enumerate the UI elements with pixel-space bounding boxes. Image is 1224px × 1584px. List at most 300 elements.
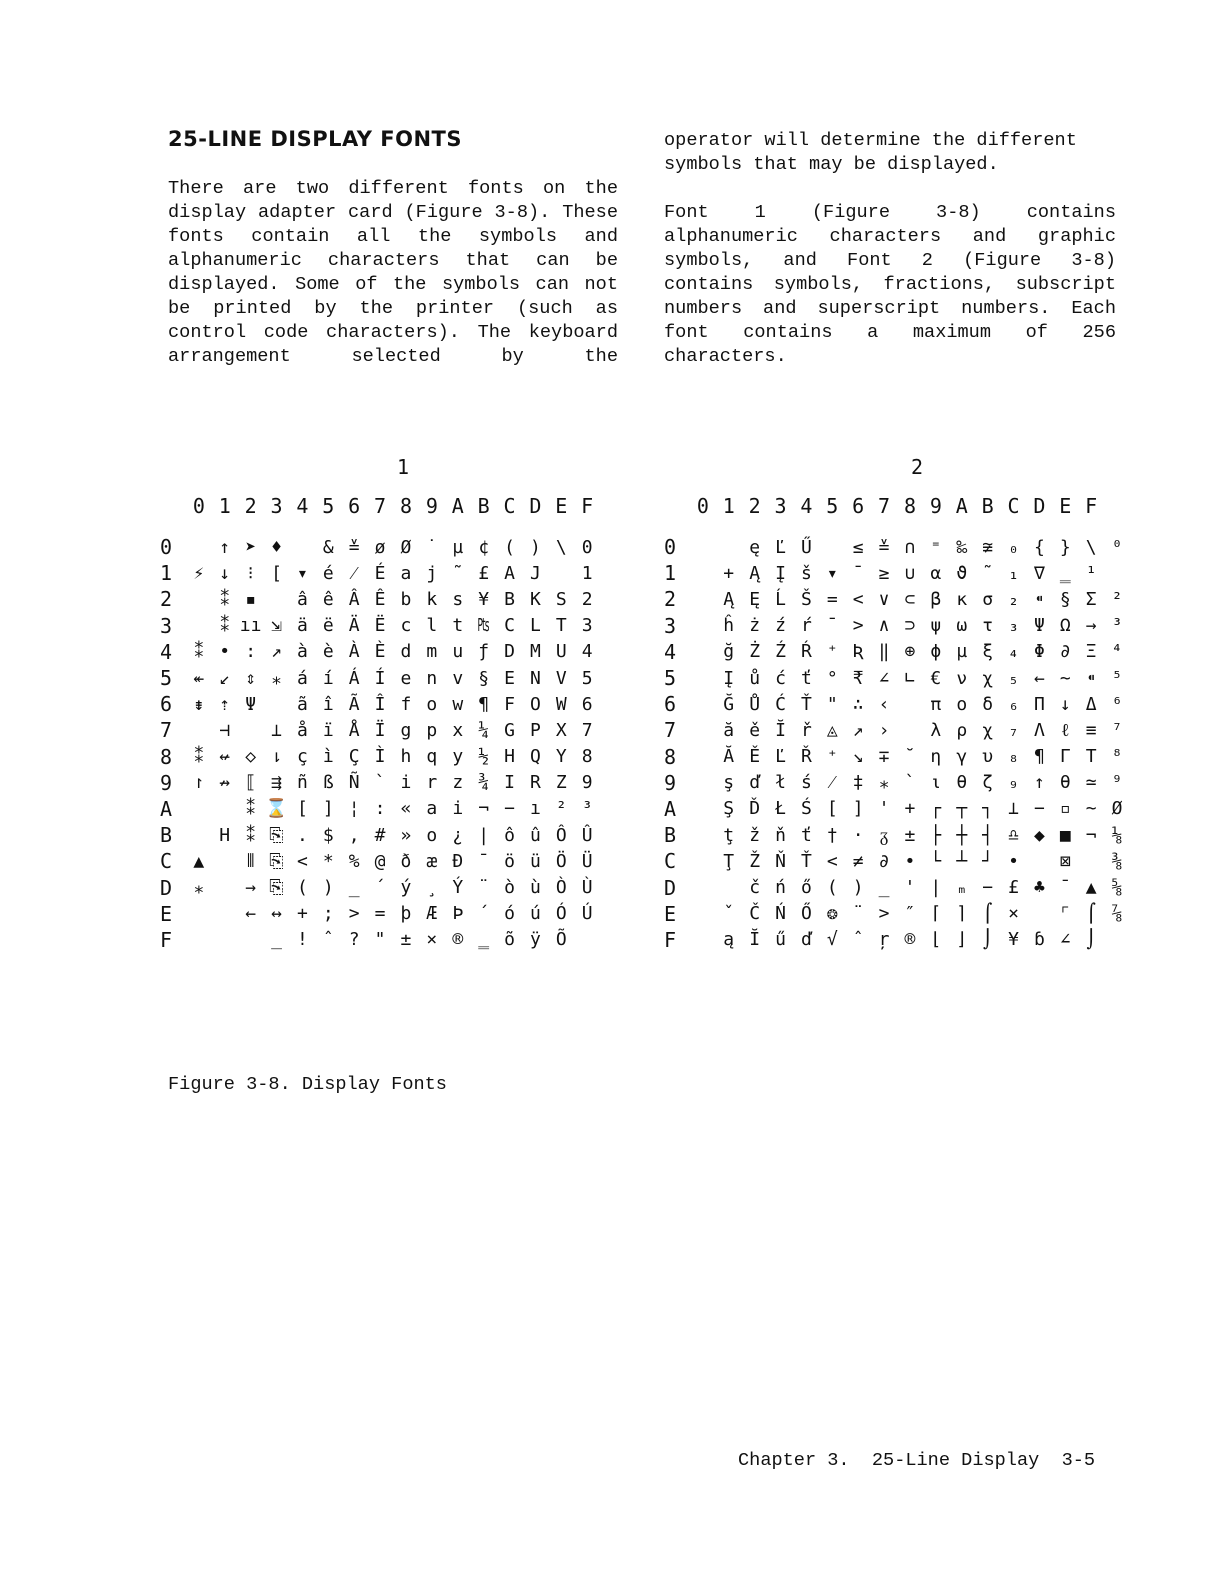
glyph-cell: γ: [956, 746, 968, 768]
glyph-cell: ´: [374, 877, 386, 899]
row-header: 0: [664, 535, 677, 560]
glyph-row: [160, 639, 600, 665]
glyph-cell: ď: [800, 929, 812, 951]
glyph-cell: Č: [749, 903, 761, 925]
glyph-cell: ⁹: [1111, 772, 1123, 794]
glyph-cell: ": [826, 693, 838, 715]
glyph-row: [664, 770, 1130, 796]
row-header: 2: [664, 587, 677, 612]
row-header: 2: [160, 587, 173, 612]
glyph-cell: ◆: [1033, 824, 1045, 846]
glyph-cell: A: [504, 562, 515, 584]
glyph-cell: Ψ: [1033, 615, 1045, 637]
glyph-cell: ←: [245, 903, 257, 925]
column-header: 4: [800, 494, 813, 518]
glyph-cell: ↚: [219, 746, 231, 768]
glyph-cell: æ: [426, 850, 438, 872]
glyph-cell: ⌡: [1085, 929, 1097, 951]
glyph-cell: [1026, 901, 1052, 927]
glyph-cell: [897, 717, 923, 743]
glyph-cell: |: [478, 824, 490, 846]
glyph-cell: ↙: [219, 667, 231, 689]
glyph-cell: ă: [723, 719, 735, 741]
glyph-cell: σ: [982, 588, 994, 610]
glyph-row: [664, 717, 1130, 743]
glyph-row: [160, 586, 600, 612]
glyph-cell: â: [296, 588, 308, 610]
glyph-cell: ²: [1111, 588, 1123, 610]
glyph-cell: Ĭ: [775, 719, 786, 741]
glyph-cell: ┘: [982, 850, 994, 872]
glyph-cell: Í: [374, 667, 386, 689]
glyph-cell: ±: [904, 824, 916, 846]
glyph-cell: ²: [555, 798, 567, 820]
glyph-cell: Ʀ: [852, 641, 864, 663]
glyph-cell: ˙: [426, 536, 438, 558]
glyph-cell: Ü: [581, 850, 593, 872]
glyph-cell: ⚡: [193, 562, 205, 584]
glyph-cell: ⁎: [879, 772, 889, 794]
glyph-cell: á: [296, 667, 308, 689]
glyph-cell: ρ: [956, 719, 968, 741]
glyph-cell: ▪: [245, 588, 257, 610]
glyph-cell: ˆ: [322, 929, 334, 951]
glyph-cell: ↘: [852, 746, 864, 768]
glyph-cell: (: [296, 877, 308, 899]
glyph-cell: ä: [296, 615, 308, 637]
glyph-cell: [690, 665, 716, 691]
glyph-cell: ⟦: [245, 772, 257, 794]
glyph-cell: Ă: [723, 746, 735, 768]
glyph-cell: :: [374, 798, 386, 820]
page-footer: Chapter 3. 25-Line Display 3-5: [738, 1450, 1096, 1471]
row-header: 3: [160, 613, 173, 638]
glyph-cell: [238, 927, 264, 953]
glyph-cell: Ë: [374, 615, 386, 637]
glyph-cell: ₆: [1008, 693, 1019, 715]
glyph-cell: Τ: [1085, 746, 1097, 768]
column-header: A: [451, 494, 464, 518]
glyph-cell: P: [529, 719, 541, 741]
glyph-cell: ‖: [878, 641, 890, 663]
glyph-cell: À: [348, 641, 360, 663]
glyph-cell: [264, 586, 290, 612]
font-2-title: 2: [911, 455, 924, 479]
glyph-cell: ϑ: [956, 562, 968, 584]
glyph-cell: L: [529, 615, 541, 637]
glyph-cell: ⅛: [1111, 824, 1123, 846]
glyph-cell: ³: [581, 798, 593, 820]
glyph-cell: [212, 848, 238, 874]
glyph-cell: ←: [1033, 667, 1045, 689]
glyph-row: [664, 613, 1130, 639]
glyph-cell: H: [504, 746, 515, 768]
glyph-cell: [690, 770, 716, 796]
glyph-cell: Ø: [1111, 798, 1123, 820]
glyph-cell: Γ: [1059, 746, 1071, 768]
glyph-cell: [716, 874, 742, 900]
glyph-cell: ÿ: [529, 929, 541, 951]
glyph-cell: §: [1059, 588, 1071, 610]
glyph-cell: ˜: [452, 562, 464, 584]
glyph-cell: Ð: [452, 850, 464, 872]
grid-corner: [160, 492, 186, 534]
glyph-cell: Ů: [749, 693, 761, 715]
glyph-row: [160, 613, 600, 639]
glyph-cell: ů: [749, 667, 761, 689]
glyph-cell: ò: [504, 877, 515, 899]
column-header: 1: [722, 494, 735, 518]
row-header: 5: [664, 666, 677, 691]
glyph-cell: ≃: [1085, 772, 1097, 794]
glyph-cell: v: [452, 667, 464, 689]
glyph-cell: ⁌: [1086, 667, 1096, 689]
glyph-cell: €: [930, 667, 942, 689]
glyph-cell: ⇂: [271, 746, 282, 768]
glyph-cell: ø: [374, 536, 386, 558]
glyph-cell: √: [826, 929, 838, 951]
glyph-cell: ω: [956, 615, 968, 637]
column-header: 9: [929, 494, 942, 518]
glyph-cell: ⁼: [930, 536, 942, 558]
glyph-cell: <: [852, 588, 864, 610]
glyph-cell: ¦: [348, 798, 360, 820]
glyph-cell: }: [1059, 536, 1071, 558]
glyph-cell: é: [322, 562, 334, 584]
glyph-cell: ť: [800, 824, 812, 846]
glyph-cell: ⇡: [219, 693, 231, 715]
glyph-cell: υ: [982, 746, 994, 768]
glyph-cell: {: [1033, 536, 1045, 558]
glyph-cell: ⁝: [247, 562, 254, 584]
glyph-cell: ,: [348, 824, 360, 846]
glyph-cell: 4: [581, 641, 593, 663]
glyph-cell: ę: [749, 536, 761, 558]
glyph-cell: e: [400, 667, 412, 689]
glyph-cell: ∠: [878, 667, 890, 689]
glyph-cell: ': [878, 798, 890, 820]
glyph-cell: Õ: [555, 929, 567, 951]
glyph-cell: ×: [1008, 903, 1019, 925]
glyph-cell: ‡: [852, 772, 864, 794]
glyph-cell: ↞: [193, 667, 205, 689]
glyph-row: [160, 770, 600, 796]
glyph-cell: [: [296, 798, 308, 820]
glyph-row: [664, 691, 1130, 717]
glyph-cell: ⁶: [1111, 693, 1123, 715]
glyph-cell: Ğ: [723, 693, 735, 715]
row-header: B: [160, 823, 173, 848]
glyph-cell: ê: [322, 588, 334, 610]
column-header: 3: [774, 494, 787, 518]
glyph-cell: ⎘: [269, 824, 284, 846]
glyph-cell: ⅞: [1111, 903, 1123, 925]
glyph-cell: ≡: [1085, 719, 1097, 741]
glyph-cell: ¹: [1085, 562, 1097, 584]
glyph-cell: ¥: [478, 588, 490, 610]
glyph-cell: Ę: [749, 588, 761, 610]
glyph-cell: ⁑: [194, 641, 204, 663]
column-header: 8: [399, 494, 412, 518]
glyph-cell: └: [930, 850, 942, 872]
glyph-cell: Ą: [723, 588, 735, 610]
glyph-cell: [186, 901, 212, 927]
glyph-cell: ţ: [723, 824, 735, 846]
glyph-cell: ć: [775, 667, 786, 689]
glyph-cell: →: [1085, 615, 1097, 637]
glyph-cell: Ť: [800, 693, 812, 715]
glyph-cell: ↑: [219, 536, 231, 558]
glyph-cell: ≠: [852, 850, 864, 872]
row-header: 4: [664, 639, 677, 664]
row-header: E: [664, 901, 677, 926]
glyph-cell: :: [245, 641, 257, 663]
glyph-cell: þ: [400, 903, 412, 925]
glyph-cell: C: [504, 615, 515, 637]
glyph-cell: ∂: [1059, 641, 1071, 663]
glyph-cell: ³: [1111, 615, 1123, 637]
glyph-cell: [1104, 927, 1130, 953]
row-header: 1: [160, 561, 173, 586]
glyph-cell: Į: [723, 667, 735, 689]
glyph-cell: «: [400, 798, 412, 820]
glyph-cell: Ň: [775, 850, 786, 872]
glyph-cell: [690, 874, 716, 900]
row-header: 1: [664, 561, 677, 586]
glyph-cell: ⊥: [271, 719, 282, 741]
glyph-cell: Ô: [555, 824, 567, 846]
glyph-cell: ň: [775, 824, 786, 846]
glyph-cell: ‗: [478, 929, 490, 951]
glyph-cell: ξ: [982, 641, 994, 663]
glyph-cell: ⁎: [272, 667, 281, 689]
glyph-cell: Π: [1033, 693, 1045, 715]
glyph-cell: j: [426, 562, 438, 584]
column-header: F: [1085, 494, 1098, 518]
glyph-cell: f: [400, 693, 412, 715]
row-header: 6: [160, 692, 173, 717]
glyph-cell: ⅜: [1111, 850, 1123, 872]
glyph-cell: ]: [852, 798, 864, 820]
row-header: 7: [160, 718, 173, 743]
glyph-cell: ₉: [1008, 772, 1019, 794]
glyph-cell: ‗: [1059, 562, 1071, 584]
glyph-cell: F: [504, 693, 515, 715]
glyph-cell: ¿: [452, 824, 464, 846]
glyph-cell: Ć: [775, 693, 786, 715]
row-header: 9: [160, 770, 173, 795]
glyph-cell: p: [426, 719, 438, 741]
column-header: 7: [878, 494, 891, 518]
column-header: 1: [218, 494, 231, 518]
glyph-cell: −: [982, 877, 994, 899]
glyph-cell: ¬: [1085, 824, 1097, 846]
glyph-cell: ⇶: [271, 772, 282, 794]
glyph-row: [664, 927, 1130, 953]
glyph-cell: ↑: [1033, 772, 1045, 794]
glyph-row: [160, 796, 600, 822]
glyph-cell: ¶: [478, 693, 490, 715]
glyph-cell: ‹: [878, 693, 890, 715]
glyph-cell: >: [852, 615, 864, 637]
glyph-cell: ¥: [1008, 929, 1019, 951]
glyph-cell: <: [826, 850, 838, 872]
glyph-cell: ⌋: [956, 929, 968, 951]
glyph-cell: w: [452, 693, 464, 715]
glyph-cell: π: [930, 693, 942, 715]
glyph-cell: ψ: [930, 615, 942, 637]
glyph-cell: [289, 534, 315, 560]
glyph-cell: _: [271, 929, 282, 951]
glyph-cell: `: [374, 772, 386, 794]
intro-paragraph-right-continued: operator will determine the different symbols that may be displayed.: [664, 130, 1077, 175]
glyph-cell: #: [374, 824, 386, 846]
glyph-cell: ζ: [982, 772, 994, 794]
intro-paragraph-left: There are two different fonts on the display adapter card (Figure 3-8). These fonts contain all the symbols and alphanumeric characters that can be displayed. Some of the symbols can not be printed by the printer (such as control code characters). The keyboard arrangement selected by the: [168, 178, 618, 367]
glyph-cell: I: [504, 772, 515, 794]
column-header: D: [529, 494, 542, 518]
glyph-cell: ): [852, 877, 864, 899]
glyph-cell: ⁑: [246, 824, 256, 846]
glyph-cell: ⎘: [269, 850, 284, 872]
glyph-cell: |: [930, 877, 942, 899]
glyph-cell: ¯: [826, 615, 838, 637]
glyph-cell: Φ: [1033, 641, 1045, 663]
column-header: D: [1033, 494, 1046, 518]
glyph-cell: ý: [400, 877, 412, 899]
glyph-cell: ₘ: [956, 877, 968, 899]
glyph-cell: E: [504, 667, 515, 689]
glyph-cell: ıı: [239, 615, 262, 637]
glyph-cell: ~: [1085, 798, 1097, 820]
glyph-cell: ↗: [852, 719, 864, 741]
glyph-cell: ⁑: [220, 615, 230, 637]
glyph-cell: °: [826, 667, 838, 689]
glyph-cell: [690, 796, 716, 822]
glyph-cell: ┴: [956, 850, 968, 872]
glyph-cell: λ: [930, 719, 942, 741]
glyph-cell: Į: [775, 562, 786, 584]
glyph-cell: O: [529, 693, 541, 715]
glyph-cell: Î: [374, 693, 386, 715]
glyph-cell: ↗: [271, 641, 282, 663]
glyph-cell: ▾: [826, 562, 838, 584]
glyph-cell: ⫴: [246, 850, 255, 872]
glyph-cell: [690, 927, 716, 953]
glyph-cell: ›: [878, 719, 890, 741]
glyph-cell: κ: [956, 588, 968, 610]
glyph-cell: ‰: [956, 536, 968, 558]
glyph-cell: S: [555, 588, 567, 610]
glyph-cell: z: [452, 772, 464, 794]
glyph-cell: @: [374, 850, 386, 872]
glyph-cell: £: [478, 562, 490, 584]
glyph-cell: `: [904, 772, 916, 794]
glyph-cell: µ: [956, 641, 968, 663]
glyph-cell: Ď: [749, 798, 761, 820]
glyph-cell: ℓ: [1060, 719, 1070, 741]
glyph-cell: [574, 927, 600, 953]
glyph-cell: ş: [723, 772, 735, 794]
glyph-cell: +: [723, 562, 735, 584]
glyph-cell: ?: [348, 929, 360, 951]
glyph-cell: ż: [749, 615, 761, 637]
glyph-row: [160, 874, 600, 900]
glyph-row: [664, 639, 1130, 665]
glyph-cell: ƒ: [478, 641, 490, 663]
row-header: B: [664, 823, 677, 848]
glyph-cell: [690, 744, 716, 770]
glyph-cell: o: [426, 693, 438, 715]
column-header: 9: [425, 494, 438, 518]
glyph-cell: ⁵: [1111, 667, 1123, 689]
glyph-cell: È: [374, 641, 386, 663]
glyph-cell: [1026, 848, 1052, 874]
glyph-cell: .: [296, 824, 308, 846]
glyph-cell: $: [322, 824, 334, 846]
glyph-cell: ¸: [426, 877, 438, 899]
glyph-cell: 3: [581, 615, 593, 637]
glyph-cell: >: [348, 903, 360, 925]
glyph-cell: [212, 901, 238, 927]
glyph-cell: T: [555, 615, 567, 637]
glyph-cell: [212, 927, 238, 953]
glyph-cell: d: [400, 641, 412, 663]
glyph-cell: [690, 586, 716, 612]
glyph-row: [160, 927, 600, 953]
glyph-cell: ❂: [826, 903, 838, 925]
glyph-cell: ν: [956, 667, 968, 689]
glyph-cell: ₁: [1008, 562, 1019, 584]
glyph-cell: ↾: [193, 772, 205, 794]
glyph-cell: ž: [749, 824, 761, 846]
glyph-cell: [690, 639, 716, 665]
row-header: F: [664, 927, 677, 952]
column-header-row: [664, 492, 1130, 534]
row-header: 3: [664, 613, 677, 638]
glyph-cell: ü: [529, 850, 541, 872]
glyph-cell: [186, 717, 212, 743]
glyph-cell: ù: [529, 877, 541, 899]
glyph-cell: ₧: [478, 615, 490, 637]
glyph-cell: m: [426, 641, 438, 663]
glyph-cell: ⁑: [246, 798, 256, 820]
glyph-cell: Ò: [555, 877, 567, 899]
glyph-cell: ◇: [245, 746, 257, 768]
glyph-cell: q: [426, 746, 438, 768]
glyph-cell: Ş: [723, 798, 735, 820]
glyph-cell: ₇: [1008, 719, 1019, 741]
glyph-cell: ®: [452, 929, 464, 951]
glyph-cell: ⇟: [193, 693, 205, 715]
glyph-cell: J: [529, 562, 541, 584]
glyph-cell: ⊣: [219, 719, 231, 741]
glyph-row: [664, 901, 1130, 927]
glyph-cell: τ: [982, 615, 994, 637]
glyph-cell: ź: [775, 615, 786, 637]
glyph-cell: ˇ: [723, 903, 735, 925]
glyph-cell: ▾: [296, 562, 308, 584]
glyph-cell: ğ: [723, 641, 735, 663]
glyph-cell: ◬: [826, 719, 838, 741]
glyph-cell: ð: [400, 850, 412, 872]
row-header: 8: [160, 744, 173, 769]
glyph-cell: ⁷: [1111, 719, 1123, 741]
column-header: 8: [903, 494, 916, 518]
glyph-cell: a: [400, 562, 412, 584]
glyph-cell: Y: [555, 746, 567, 768]
column-header: B: [477, 494, 490, 518]
